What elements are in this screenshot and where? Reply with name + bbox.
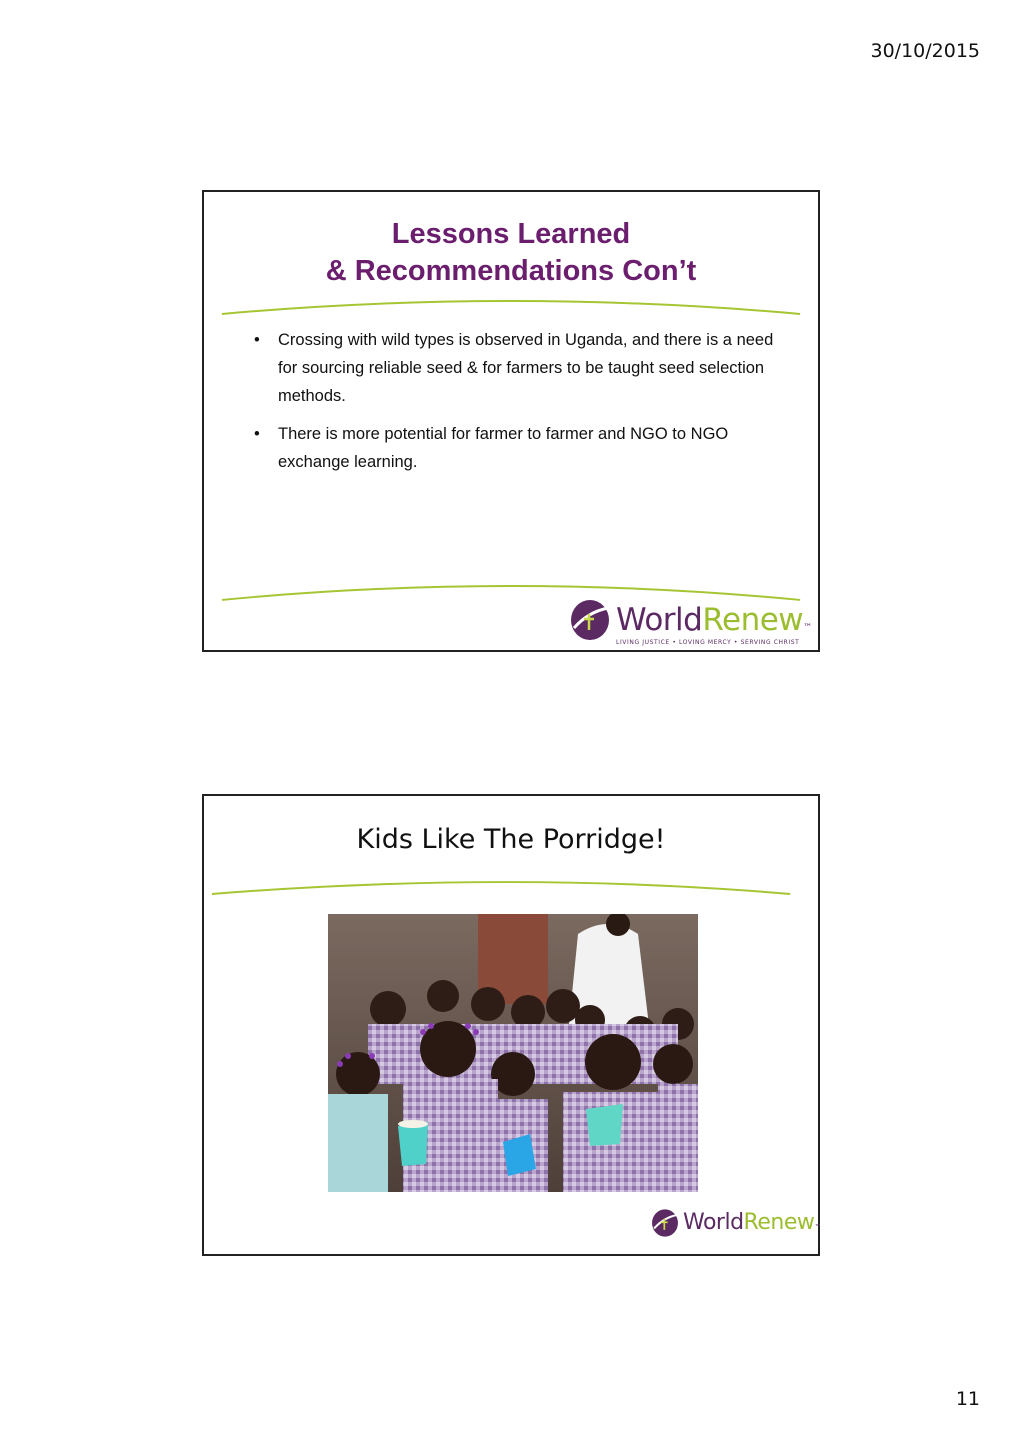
slide-title-line-2: & Recommendations Con’t [325,255,697,287]
logo-tagline: LIVING JUSTICE • LOVING MERCY • SERVING CHRIST [616,638,800,646]
globe-cross-icon [568,598,612,642]
worldrenew-logo [568,598,812,646]
globe-cross-icon [650,1208,680,1238]
logo-wordmark: WorldRenew™ [616,601,812,638]
slide-lessons-learned [202,190,820,652]
page-number: 11 [955,1388,980,1410]
page-date: 30/10/2015 [870,40,980,62]
children-with-cups-photo [328,914,698,1192]
worldrenew-logo [650,1208,821,1238]
slide-title-line-1: Lessons Learned [391,218,631,250]
top-swoosh-divider [204,876,818,906]
bullet-item: • There is more potential for farmer to farmer and NGO to NGO exchange learning. [254,425,729,471]
bullet-item: • Crossing with wild types is observed in Uganda, and there is a need for sourcing reliable seed & for farmers to be taught seed selection methods. [254,331,774,405]
bullet-text: There is more potential for farmer to farmer and NGO to NGO exchange learning. [278,425,729,471]
top-swoosh-divider [204,294,818,324]
logo-wordmark: WorldRenew™ [683,1210,821,1235]
bullet-list [254,326,794,486]
slide-kids-porridge [202,794,820,1256]
bullet-text: Crossing with wild types is observed in Uganda, and there is a need for sourcing reliable seed & for farmers to be taught seed selection methods. [278,331,774,405]
slide-title: Kids Like The Porridge! [356,824,666,855]
slide-title [204,216,818,290]
